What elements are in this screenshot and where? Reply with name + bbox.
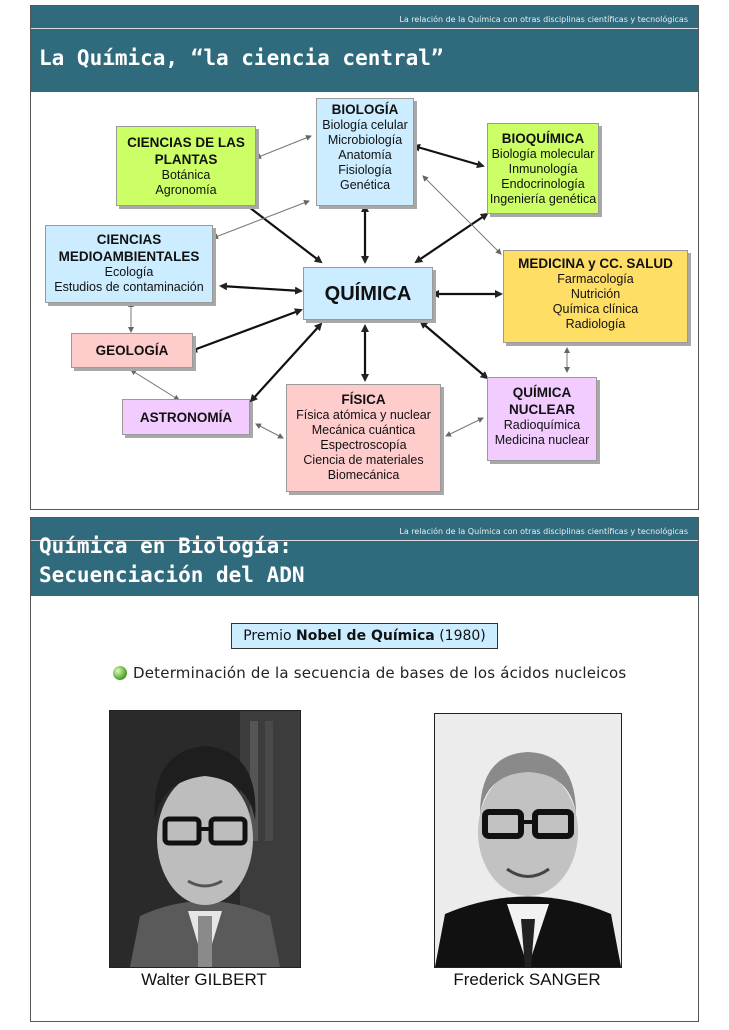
arrow-geologia-quimica	[191, 310, 301, 351]
box-fisica-item: Espectroscopía	[320, 438, 407, 452]
box-fisica-item: Ciencia de materiales	[303, 453, 424, 467]
nobel-prefix: Premio	[243, 628, 292, 644]
box-medioamb-title: MEDIOAMBIENTALES	[58, 249, 200, 264]
box-medicina-item: Radiología	[565, 317, 626, 331]
arrow-bioquimica-quimica	[416, 214, 487, 262]
box-bioquimica-item: Endocrinología	[501, 177, 585, 191]
box-medioamb-title: CIENCIAS	[96, 232, 162, 247]
box-medioamb-item: Ecología	[104, 265, 154, 279]
box-medicina-item: Nutrición	[570, 287, 621, 301]
arrow-plantas-biologia	[256, 136, 311, 158]
box-plantas-title: CIENCIAS DE LAS	[127, 135, 245, 150]
box-plantas-item: Agronomía	[155, 183, 217, 197]
box-geologia	[71, 333, 193, 368]
slide-secuenciacion-adn	[30, 517, 699, 1022]
portrait-gilbert	[109, 710, 301, 968]
nobel-name: Nobel de Química	[296, 628, 435, 644]
portrait-gilbert-image	[110, 711, 300, 967]
slide-header-text: La relación de la Química con otras disciplinas científicas y tecnológicas	[399, 527, 688, 536]
box-bioquimica-title: BIOQUÍMICA	[501, 131, 585, 146]
box-medioamb-item: Estudios de contaminación	[54, 280, 204, 294]
box-fisica-item: Biomecánica	[327, 468, 400, 482]
nobel-year: (1980)	[439, 628, 486, 644]
box-biologia-item: Anatomía	[338, 148, 392, 162]
arrow-medioamb-biologia	[213, 201, 309, 238]
box-medicina-item: Química clínica	[552, 302, 639, 316]
box-astronomia-title: ASTRONOMÍA	[139, 410, 233, 425]
box-nuclear-item: Radioquímica	[503, 418, 581, 432]
box-medicina-salud	[503, 250, 688, 343]
box-quimica-nuclear	[487, 377, 597, 461]
box-ciencias-plantas	[116, 126, 256, 206]
box-nuclear-title: QUÍMICA	[512, 385, 572, 400]
box-fisica-title: FÍSICA	[341, 392, 386, 407]
box-fisica-item: Física atómica y nuclear	[296, 408, 431, 422]
portrait-sanger-image	[435, 714, 621, 967]
box-fisica-item: Mecánica cuántica	[311, 423, 416, 437]
box-bioquimica-item: Ingeniería genética	[489, 192, 597, 206]
box-biologia-title: BIOLOGÍA	[331, 102, 399, 117]
slide-ciencia-central	[30, 5, 699, 510]
box-bioquimica	[487, 123, 599, 214]
caption-sanger: Frederick SANGER	[453, 970, 601, 989]
box-bioquimica-item: Inmunología	[508, 162, 578, 176]
bullet-text: Determinación de la secuencia de bases de los ácidos nucleicos	[133, 664, 627, 682]
box-plantas-item: Botánica	[161, 168, 211, 182]
box-nuclear-title: NUCLEAR	[509, 402, 575, 417]
slide-title-line2: Secuenciación del ADN	[39, 563, 305, 587]
box-quimica-central: QUÍMICA	[303, 267, 433, 320]
box-biologia-item: Microbiología	[327, 133, 403, 147]
bullet-item	[113, 664, 626, 682]
arrow-fisica-nuclear	[446, 418, 483, 436]
box-bioquimica-item: Biología molecular	[491, 147, 595, 161]
box-plantas-title: PLANTAS	[154, 152, 218, 167]
arrow-nuclear-quimica	[421, 322, 487, 378]
box-biologia-item: Fisiología	[338, 163, 392, 177]
box-biologia	[316, 98, 414, 206]
slide-header-text: La relación de la Química con otras disciplinas científicas y tecnológicas	[399, 15, 688, 24]
arrow-medioamb-quimica	[221, 286, 301, 291]
box-biologia-item: Biología celular	[322, 118, 408, 132]
slide-title: La Química, “la ciencia central”	[39, 46, 444, 70]
arrow-plantas-quimica	[241, 201, 321, 262]
box-fisica	[286, 384, 441, 492]
arrow-astronomia-fisica	[256, 424, 283, 438]
box-medicina-title: MEDICINA y CC. SALUD	[518, 256, 673, 271]
box-nuclear-item: Medicina nuclear	[494, 433, 590, 447]
arrow-geologia-astronomia	[131, 370, 179, 400]
slide-title-line1: Química en Biología:	[39, 534, 292, 558]
box-geologia-title: GEOLOGÍA	[95, 343, 169, 358]
nobel-prize-box	[231, 623, 498, 649]
box-medicina-item: Farmacología	[557, 272, 634, 286]
bullet-icon	[113, 666, 127, 680]
caption-gilbert: Walter GILBERT	[141, 970, 267, 989]
portrait-sanger	[434, 713, 622, 968]
box-biologia-item: Genética	[339, 178, 391, 192]
arrow-biologia-bioquimica	[414, 146, 483, 166]
box-ciencias-medioambientales	[45, 225, 213, 303]
box-astronomia	[122, 399, 250, 435]
